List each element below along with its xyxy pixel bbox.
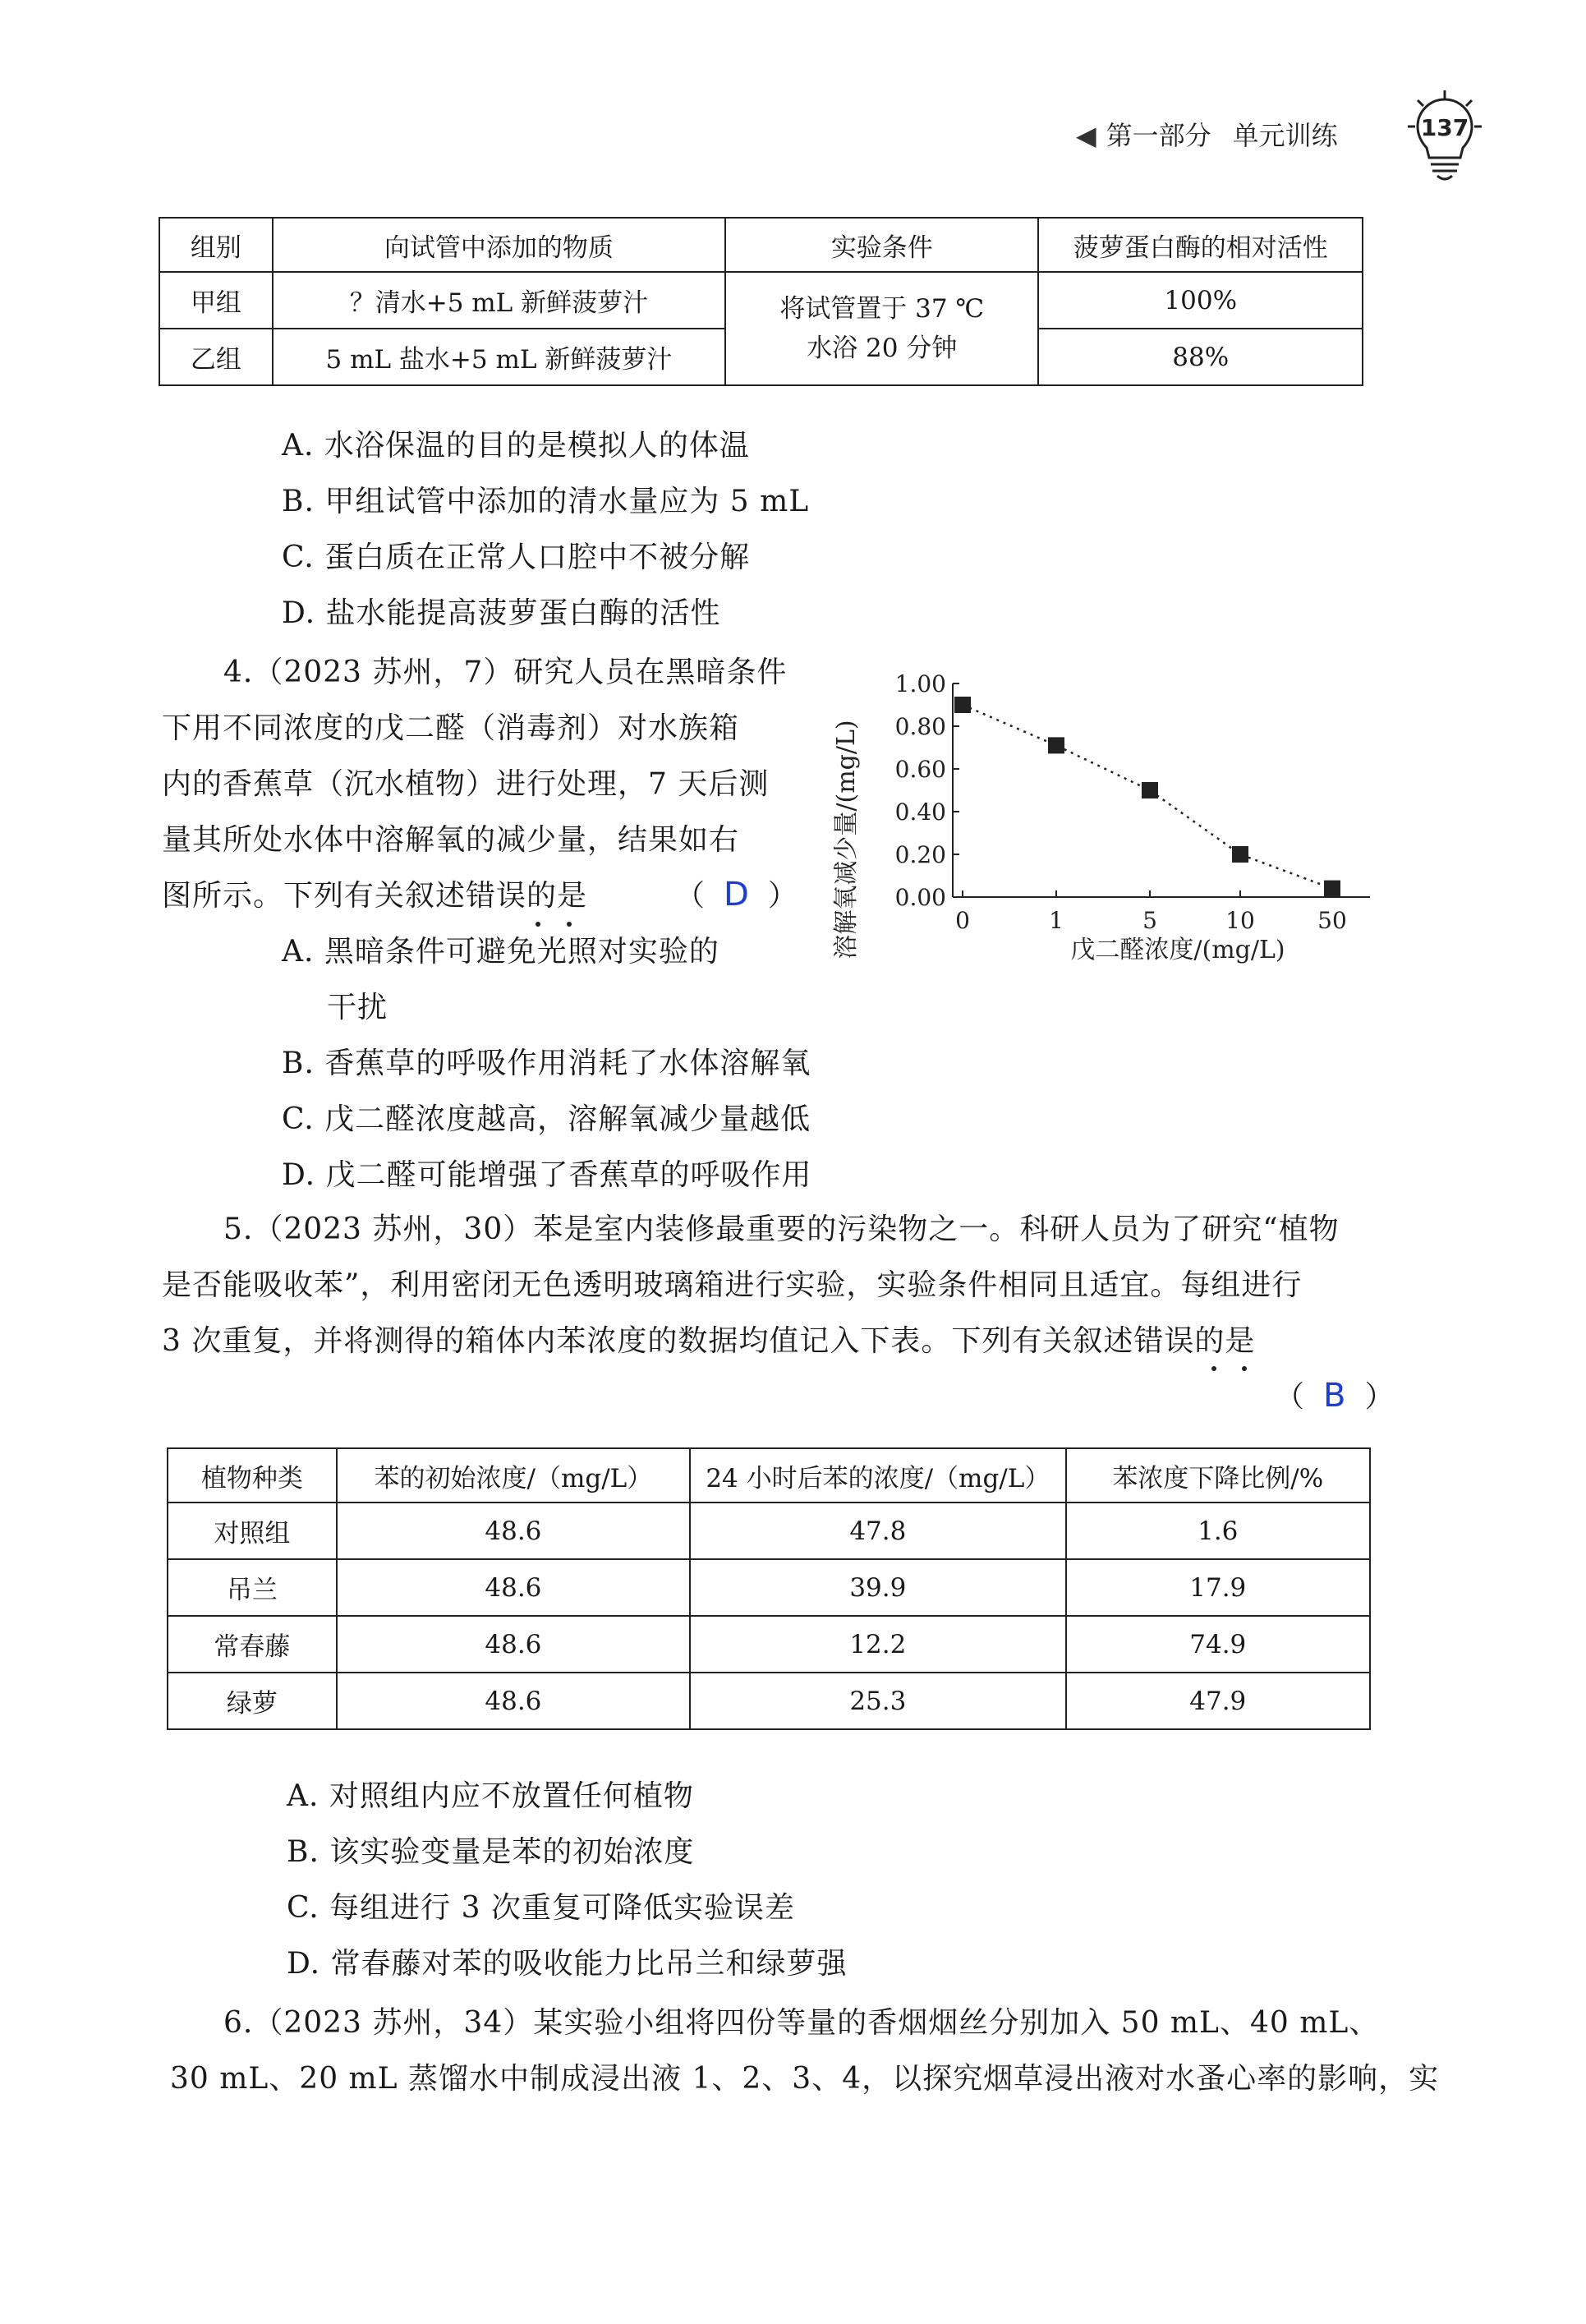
paren-open: （ [1275, 1380, 1306, 1414]
q5-line: 是否能吸收苯”，利用密闭无色透明玻璃箱进行实验，实验条件相同且适宜。每组进行 [162, 1268, 1303, 1302]
table2-cell: 48.6 [337, 1503, 690, 1559]
x-tick-label: 1 [1049, 907, 1064, 934]
enzyme-activity-table [159, 217, 1363, 386]
table-row [168, 1559, 1370, 1616]
emphasis-dot [1211, 1366, 1216, 1371]
header-unit: 单元训练 [1232, 120, 1338, 151]
chart-x-label: 戊二醛浓度/(mg/L) [1070, 936, 1285, 964]
table2-cell: 绿萝 [168, 1673, 337, 1729]
q4-option-a: A. 黑暗条件可避免光照对实验的 [282, 935, 719, 969]
table2-cell: 25.3 [690, 1673, 1065, 1729]
condition-line: 水浴 20 分钟 [807, 334, 958, 363]
table2-cell: 常春藤 [168, 1616, 337, 1673]
data-point [1324, 881, 1340, 897]
table1-cell: 5 mL 盐水+5 mL 新鲜菠萝汁 [273, 329, 725, 385]
x-tick-label: 0 [955, 907, 970, 934]
table1-cell: ？清水+5 mL 新鲜菠萝汁 [273, 272, 725, 329]
table2-cell: 12.2 [690, 1616, 1065, 1673]
table1-condition-cell [725, 272, 1038, 385]
q3-option-b: B. 甲组试管中添加的清水量应为 5 mL [282, 485, 810, 518]
table2-header: 苯的初始浓度/（mg/L） [337, 1448, 690, 1503]
back-arrow-icon: ◀ [1076, 120, 1096, 151]
table2-cell: 47.8 [690, 1503, 1065, 1559]
page-number: 137 [1420, 114, 1469, 141]
table-row [168, 1503, 1370, 1559]
q4-line: 4.（2023 苏州，7）研究人员在黑暗条件 [223, 656, 788, 689]
table1-header-condition: 实验条件 [725, 218, 1038, 272]
running-header [1076, 115, 1338, 153]
x-tick-label: 10 [1225, 907, 1255, 934]
x-tick-label: 50 [1317, 907, 1347, 934]
paren-close: ） [1364, 1380, 1395, 1414]
table2-cell: 47.9 [1066, 1673, 1370, 1729]
q3-option-c: C. 蛋白质在正常人口腔中不被分解 [282, 541, 751, 574]
q4-option-d: D. 戊二醛可能增强了香蕉草的呼吸作用 [282, 1158, 812, 1192]
data-point [1232, 846, 1248, 863]
q6-line: 30 mL、20 mL 蒸馏水中制成浸出液 1、2、3、4，以探究烟草浸出液对水蚤心率的影响，实 [170, 2062, 1440, 2096]
dissolved-oxygen-chart [821, 641, 1396, 986]
emphasis-dot [567, 922, 572, 927]
table1-cell: 乙组 [159, 329, 273, 385]
table-row [168, 1616, 1370, 1673]
table1-cell: 88% [1038, 329, 1363, 385]
q3-option-a: A. 水浴保温的目的是模拟人的体温 [282, 429, 750, 462]
chart-axes [953, 683, 1370, 897]
y-tick-label: 1.00 [894, 670, 946, 697]
q4-option-a-cont: 干扰 [327, 991, 388, 1024]
condition-line: 将试管置于 37 ℃ [779, 294, 985, 324]
q5-option-a: A. 对照组内应不放置任何植物 [287, 1779, 694, 1813]
data-point [1048, 737, 1064, 753]
q5-line: 3 次重复，并将测得的箱体内苯浓度的数据均值记入下表。下列有关叙述错误的是 [162, 1324, 1256, 1358]
table2-cell: 48.6 [337, 1559, 690, 1616]
x-tick-label: 5 [1142, 907, 1157, 934]
y-tick-label: 0.00 [894, 884, 946, 911]
paren-close: ） [767, 879, 798, 913]
q4-line: 量其所处水体中溶解氧的减少量，结果如右 [162, 823, 740, 857]
chart-series [954, 697, 1340, 897]
table2-header: 24 小时后苯的浓度/（mg/L） [690, 1448, 1065, 1503]
q4-option-b: B. 香蕉草的呼吸作用消耗了水体溶解氧 [282, 1047, 811, 1080]
y-tick-label: 0.80 [894, 713, 946, 740]
table1-header-group: 组别 [159, 218, 273, 272]
table1-header-activity: 菠萝蛋白酶的相对活性 [1038, 218, 1363, 272]
q3-option-d: D. 盐水能提高菠萝蛋白酶的活性 [282, 596, 721, 630]
emphasis-dot [1242, 1366, 1247, 1371]
q6-line: 6.（2023 苏州，34）某实验小组将四份等量的香烟烟丝分别加入 50 mL、40 mL、 [223, 2006, 1380, 2040]
q5-option-b: B. 该实验变量是苯的初始浓度 [287, 1835, 695, 1869]
q4-line: 图所示。下列有关叙述错误的是 [162, 879, 588, 913]
table2-cell: 48.6 [337, 1616, 690, 1673]
q4-answer: D [724, 876, 750, 913]
lightbulb-page-icon [1406, 89, 1483, 186]
benzene-table [167, 1447, 1371, 1730]
header-part: 第一部分 [1106, 120, 1211, 151]
q5-option-d: D. 常春藤对苯的吸收能力比吊兰和绿萝强 [287, 1947, 848, 1981]
table2-cell: 39.9 [690, 1559, 1065, 1616]
y-tick-label: 0.20 [894, 841, 946, 868]
table2-cell: 74.9 [1066, 1616, 1370, 1673]
table1-header-substance: 向试管中添加的物质 [273, 218, 725, 272]
emphasis-dot [536, 922, 540, 927]
table2-cell: 17.9 [1066, 1559, 1370, 1616]
chart-y-ticks [895, 670, 959, 911]
q5-line: 5.（2023 苏州，30）苯是室内装修最重要的污染物之一。科研人员为了研究“植物 [223, 1213, 1340, 1246]
q4-option-c: C. 戊二醛浓度越高，溶解氧减少量越低 [282, 1102, 811, 1136]
y-tick-label: 0.40 [894, 798, 946, 826]
q4-line: 下用不同浓度的戊二醛（消毒剂）对水族箱 [162, 711, 740, 745]
table2-header: 苯浓度下降比例/% [1066, 1448, 1370, 1503]
table2-cell: 吊兰 [168, 1559, 337, 1616]
q5-answer: B [1323, 1377, 1347, 1415]
table2-cell: 1.6 [1066, 1503, 1370, 1559]
table-row [168, 1673, 1370, 1729]
q4-line: 内的香蕉草（沉水植物）进行处理，7 天后测 [162, 767, 770, 801]
q5-option-c: C. 每组进行 3 次重复可降低实验误差 [287, 1891, 795, 1925]
data-point [1142, 782, 1158, 798]
table2-cell: 48.6 [337, 1673, 690, 1729]
q5-answer-bracket [1275, 1374, 1395, 1415]
q4-answer-bracket [675, 872, 798, 914]
y-tick-label: 0.60 [894, 756, 946, 783]
table1-cell: 甲组 [159, 272, 273, 329]
paren-open: （ [675, 879, 706, 913]
chart-y-label: 溶解氧减少量/(mg/L) [832, 720, 861, 960]
data-point [954, 697, 971, 713]
table2-header: 植物种类 [168, 1448, 337, 1503]
table1-cell: 100% [1038, 272, 1363, 329]
table2-cell: 对照组 [168, 1503, 337, 1559]
